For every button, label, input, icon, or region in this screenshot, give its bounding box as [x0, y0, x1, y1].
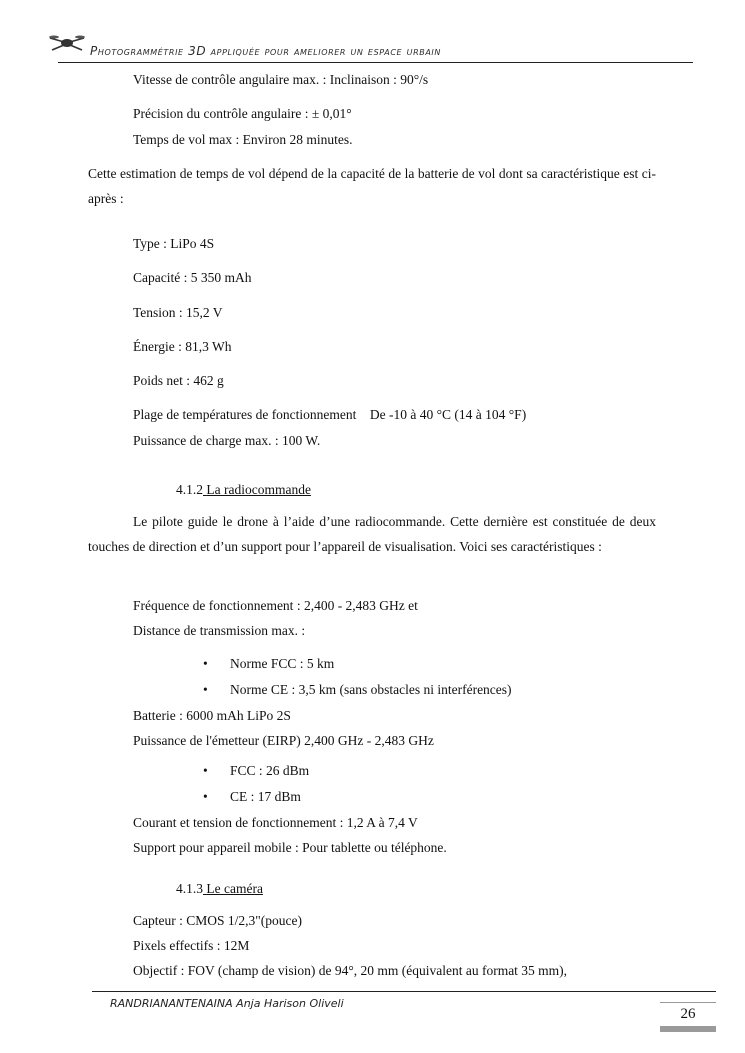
camera-spec-pixels: Pixels effectifs : 12M [133, 938, 250, 953]
section-number: 4.1.2 [176, 482, 203, 497]
radio-eirp-ce: CE : 17 dBm [230, 789, 301, 804]
page-number: 26 [680, 1006, 696, 1022]
battery-spec-voltage: Tension : 15,2 V [133, 305, 223, 320]
radio-spec-distance: Distance de transmission max. : [133, 623, 306, 638]
battery-intro-paragraph: Cette estimation de temps de vol dépend de la capacité de la batterie de vol dont sa caractéristique est ci-après : [88, 166, 656, 206]
radio-spec-support: Support pour appareil mobile : Pour tablette ou téléphone. [133, 840, 447, 855]
radio-spec-eirp: Puissance de l'émetteur (EIRP) 2,400 GHz - 2,483 GHz [133, 733, 434, 748]
section-title: La radiocommande [206, 482, 311, 497]
bullet-icon: • [203, 763, 208, 778]
section-title: Le caméra [206, 881, 263, 896]
spec-angular-speed: Vitesse de contrôle angulaire max. : Inclinaison : 90°/s [133, 72, 429, 87]
radio-eirp-fcc: FCC : 26 dBm [230, 763, 310, 778]
spec-flight-time: Temps de vol max : Environ 28 minutes. [133, 132, 353, 147]
battery-spec-energy: Énergie : 81,3 Wh [133, 339, 232, 354]
radio-intro-paragraph: Le pilote guide le drone à l’aide d’une radiocommande. Cette dernière est constituée de deux touches de direction et d’un support pour l’appareil de visualisation. Voici ses caractéristiques : [88, 514, 656, 554]
footer-author: RANDRIANANTENAINA Anja Harison Oliveli [110, 997, 344, 1010]
battery-spec-capacity: Capacité : 5 350 mAh [133, 270, 252, 285]
battery-spec-type: Type : LiPo 4S [133, 236, 215, 251]
radio-distance-ce: Norme CE : 3,5 km (sans obstacles ni interférences) [230, 682, 512, 697]
page-number-box [660, 1002, 716, 1032]
bullet-icon: • [203, 656, 208, 671]
battery-spec-temperature: Plage de températures de fonctionnement De -10 à 40 °C (14 à 104 °F) [133, 407, 527, 422]
radio-distance-fcc: Norme FCC : 5 km [230, 656, 335, 671]
battery-spec-charge-power: Puissance de charge max. : 100 W. [133, 433, 321, 448]
bullet-icon: • [203, 789, 208, 804]
header-title: Photogrammétrie 3D appliquée pour ameliorer un espace urbain [90, 44, 441, 58]
radio-spec-frequency: Fréquence de fonctionnement : 2,400 - 2,483 GHz et [133, 598, 418, 613]
spec-angular-precision: Précision du contrôle angulaire : ± 0,01° [133, 106, 352, 121]
footer-divider [92, 991, 716, 992]
camera-spec-sensor: Capteur : CMOS 1/2,3"(pouce) [133, 913, 302, 928]
bullet-icon: • [203, 682, 208, 697]
section-heading-camera [176, 881, 263, 897]
drone-logo-icon [48, 30, 86, 54]
radio-spec-current: Courant et tension de fonctionnement : 1,2 A à 7,4 V [133, 815, 418, 830]
battery-spec-weight: Poids net : 462 g [133, 373, 224, 388]
camera-spec-lens: Objectif : FOV (champ de vision) de 94°, 20 mm (équivalent au format 35 mm), [133, 963, 568, 978]
section-number: 4.1.3 [176, 881, 203, 896]
section-heading-radiocommande [176, 482, 311, 498]
radio-spec-battery: Batterie : 6000 mAh LiPo 2S [133, 708, 291, 723]
header-divider [58, 62, 693, 63]
